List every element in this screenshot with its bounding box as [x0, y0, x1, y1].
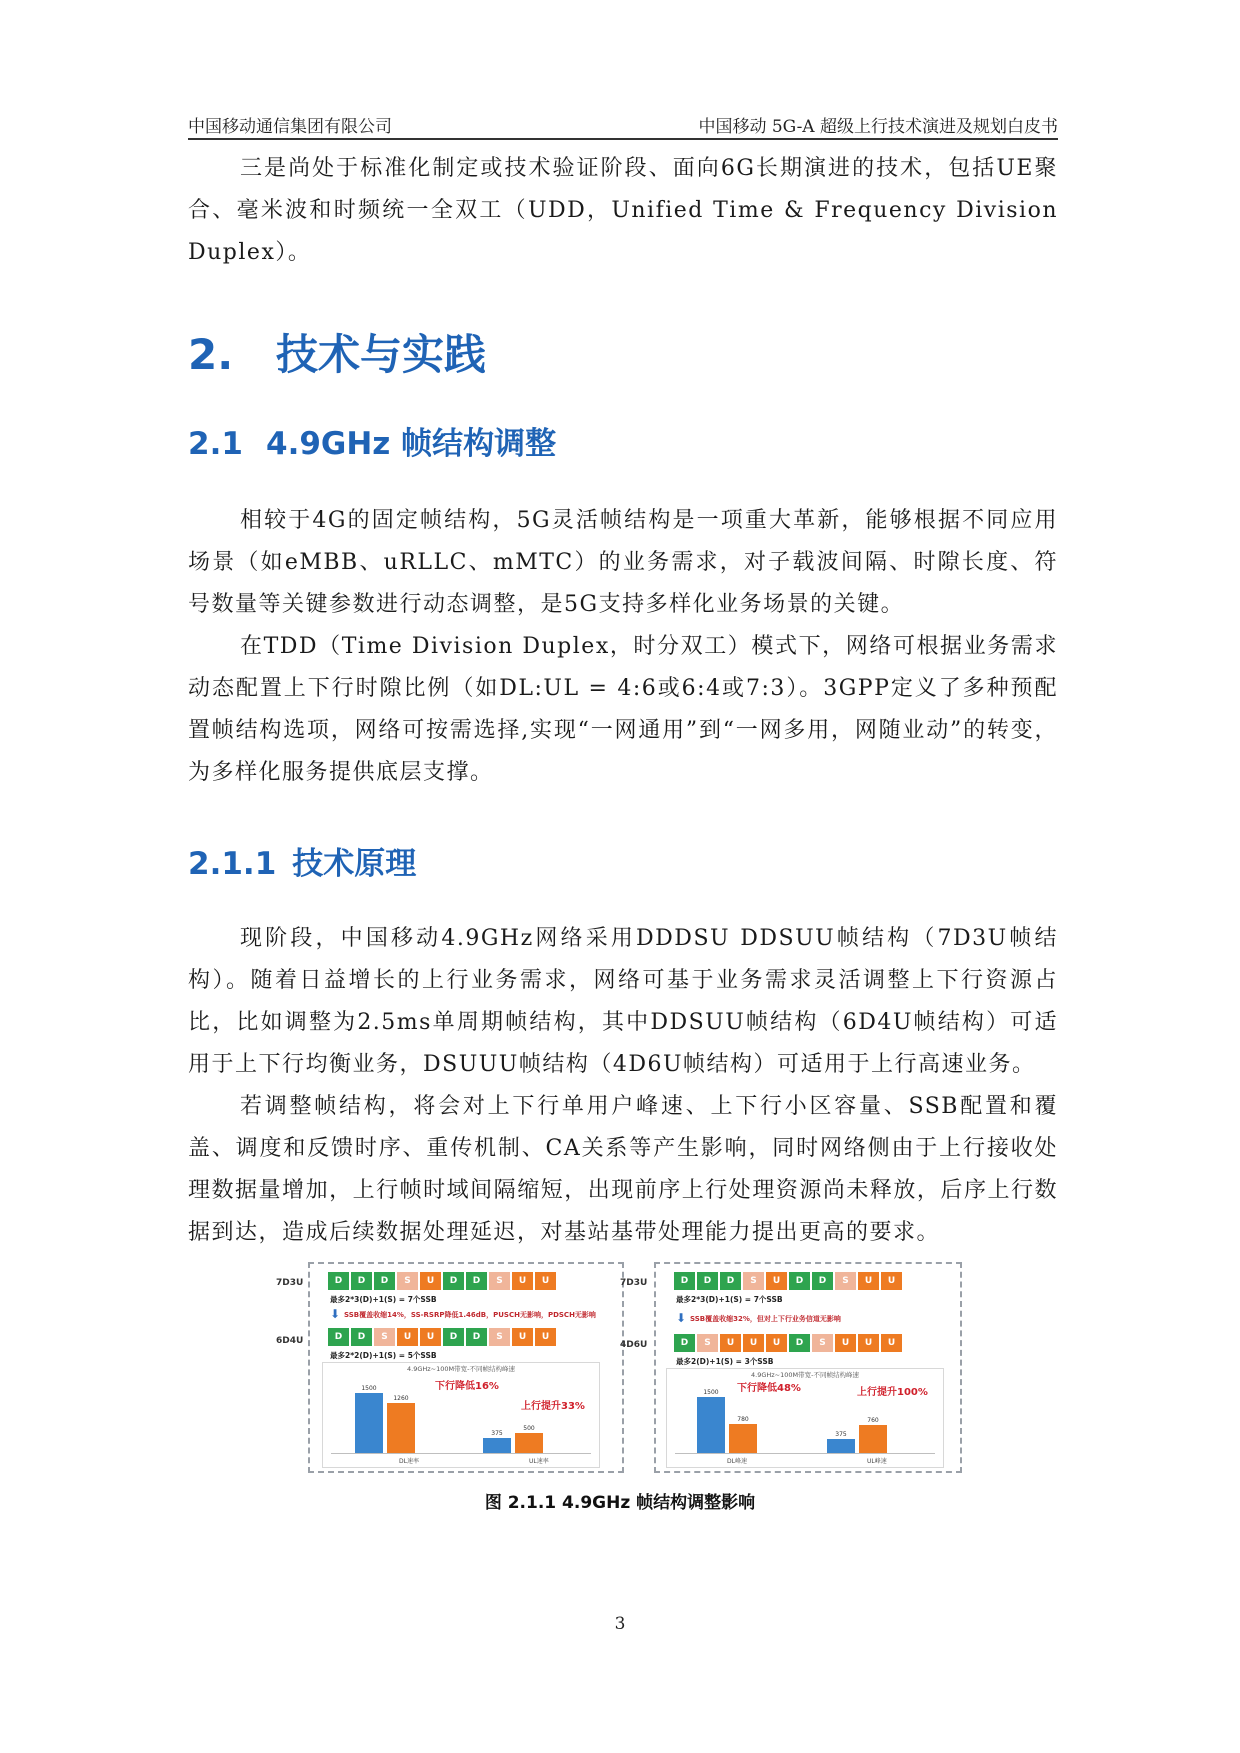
impact-note: SSB覆盖收缩14%，SS-RSRP降低1.46dB，PUSCH无影响，PDSCH无影响 [344, 1311, 596, 1319]
chart-bar [697, 1397, 725, 1453]
bar-value-label: 1500 [361, 1385, 377, 1392]
slot-d: D [466, 1272, 489, 1290]
slot-u: U [512, 1272, 535, 1290]
body-paragraph: 现阶段，中国移动4.9GHz网络采用DDDSU DDSUU帧结构（7D3U帧结构）。随着日益增长的上行业务需求，网络可基于业务需求灵活调整上下行资源占比，比如调整为2.5ms单周期帧结构，其中DDSUU帧结构（6D4U帧结构）可适用于上下行均衡业务，DSUUU帧结构（4D6U帧结构）可适用于上行高速业务。 [188, 926, 1058, 1077]
ssb-note: 最多2*3(D)+1(S) = 7个SSB [330, 1295, 437, 1304]
bar-value-label: 780 [737, 1416, 749, 1423]
slot-u: U [535, 1272, 558, 1290]
subsubsection-heading [188, 838, 416, 883]
slot-d: D [466, 1328, 489, 1346]
ssb-note: 最多2*3(D)+1(S) = 7个SSB [676, 1295, 783, 1304]
slot-d: D [789, 1334, 812, 1352]
x-axis-label: DL峰速 [727, 1458, 747, 1465]
slot-s: S [743, 1272, 766, 1290]
slot-u: U [420, 1328, 443, 1346]
slot-d: D [351, 1328, 374, 1346]
chart-bar [729, 1424, 757, 1453]
slot-s: S [397, 1272, 420, 1290]
slot-u: U [766, 1334, 789, 1352]
frame-slots-7d3u [674, 1272, 904, 1290]
slot-d: D [443, 1328, 466, 1346]
subsection-number: 2.1 [188, 426, 243, 462]
slot-d: D [328, 1272, 351, 1290]
slot-u: U [535, 1328, 558, 1346]
chart-bar [355, 1393, 383, 1453]
chart-bar [859, 1425, 887, 1453]
slot-s: S [812, 1334, 835, 1352]
down-arrow-icon: ⬇ [676, 1311, 687, 1325]
section-number: 2. [188, 330, 234, 379]
body-paragraph: 若调整帧结构，将会对上下行单用户峰速、上下行小区容量、SSB配置和覆盖、调度和反馈时序、重传机制、CA关系等产生影响，同时网络侧由于上行接收处理数据量增加，上行帧时域间隔缩短，出现前序上行处理资源尚未释放，后序上行数据到达，造成后续数据处理延迟，对基站基带处理能力提出更高的要求。 [188, 1094, 1058, 1245]
ul-change-callout: 上行提升100% [857, 1387, 928, 1398]
slot-u: U [512, 1328, 535, 1346]
x-axis-label: UL峰速 [867, 1458, 887, 1465]
section-heading [188, 322, 486, 382]
header-organization: 中国移动通信集团有限公司 [188, 117, 392, 137]
peak-rate-chart [666, 1368, 944, 1468]
frame-label: 7D3U [620, 1278, 648, 1288]
section-title: 技术与实践 [276, 330, 487, 379]
frame-slots-6d4u [328, 1328, 558, 1346]
slot-u: U [420, 1272, 443, 1290]
running-header [188, 110, 1058, 140]
slot-u: U [858, 1334, 881, 1352]
figure-panel-right [654, 1262, 962, 1473]
ul-change-callout: 上行提升33% [521, 1401, 585, 1412]
slot-s: S [835, 1272, 858, 1290]
bar-value-label: 375 [835, 1431, 847, 1438]
frame-slots-7d3u [328, 1272, 558, 1290]
slot-u: U [858, 1272, 881, 1290]
frame-label: 6D4U [276, 1336, 304, 1346]
intro-paragraph: 三是尚处于标准化制定或技术验证阶段、面向6G长期演进的技术，包括UE聚合、毫米波和时频统一全双工（UDD，Unified Time & Frequency Division Duplex）。 [188, 156, 1058, 265]
chart-baseline [675, 1453, 935, 1454]
slot-s: S [374, 1328, 397, 1346]
chart-bar [483, 1438, 511, 1453]
subsubsection-title: 技术原理 [292, 846, 417, 882]
slot-u: U [743, 1334, 766, 1352]
subsection-title: 4.9GHz 帧结构调整 [266, 426, 557, 462]
ssb-note: 最多2(D)+1(S) = 3个SSB [676, 1357, 774, 1366]
subsection-heading [188, 418, 556, 463]
body-paragraph: 相较于4G的固定帧结构，5G灵活帧结构是一项重大革新，能够根据不同应用场景（如eMBB、uRLLC、mMTC）的业务需求，对子载波间隔、时隙长度、符号数量等关键参数进行动态调整，是5G支持多样化业务场景的关键。 [188, 508, 1058, 617]
x-axis-label: DL速率 [399, 1458, 419, 1465]
figure-panel-left [308, 1262, 624, 1473]
body-paragraph: 在TDD（Time Division Duplex，时分双工）模式下，网络可根据业务需求动态配置上下行时隙比例（如DL:UL = 4:6或6:4或7:3）。3GPP定义了多种预配置帧结构选项，网络可按需选择,实现“一网通用”到“一网多用，网随业动”的转变，为多样化服务提供底层支撑。 [188, 634, 1058, 785]
chart-title: 4.9GHz~100M带宽-不同帧结构峰速 [407, 1365, 515, 1373]
chart-bar [387, 1403, 415, 1453]
bar-value-label: 1500 [703, 1389, 719, 1396]
slot-d: D [720, 1272, 743, 1290]
x-axis-label: UL速率 [529, 1458, 549, 1465]
slot-u: U [397, 1328, 420, 1346]
slot-s: S [697, 1334, 720, 1352]
chart-bar [827, 1439, 855, 1453]
slot-d: D [374, 1272, 397, 1290]
slot-u: U [881, 1272, 904, 1290]
down-arrow-icon: ⬇ [330, 1307, 341, 1321]
slot-u: U [881, 1334, 904, 1352]
slot-s: S [489, 1272, 512, 1290]
peak-rate-chart [322, 1362, 600, 1468]
slot-d: D [674, 1272, 697, 1290]
frame-label: 7D3U [276, 1278, 304, 1288]
chart-baseline [331, 1453, 591, 1454]
slot-d: D [812, 1272, 835, 1290]
slot-u: U [766, 1272, 789, 1290]
impact-note: SSB覆盖收缩32%，但对上下行业务信道无影响 [690, 1315, 841, 1323]
chart-title: 4.9GHz~100M带宽-不同帧结构峰速 [751, 1371, 859, 1379]
bar-value-label: 1260 [393, 1395, 409, 1402]
slot-d: D [328, 1328, 351, 1346]
dl-change-callout: 下行降低48% [737, 1383, 801, 1394]
bar-value-label: 760 [867, 1417, 879, 1424]
slot-d: D [674, 1334, 697, 1352]
frame-label: 4D6U [620, 1340, 648, 1350]
slot-d: D [697, 1272, 720, 1290]
header-document-title: 中国移动 5G-A 超级上行技术演进及规划白皮书 [698, 117, 1058, 137]
subsubsection-number: 2.1.1 [188, 846, 277, 882]
ssb-note: 最多2*2(D)+1(S) = 5个SSB [330, 1351, 437, 1360]
bar-value-label: 375 [491, 1430, 503, 1437]
slot-d: D [789, 1272, 812, 1290]
page-number: 3 [614, 1614, 626, 1634]
chart-bar [515, 1433, 543, 1453]
dl-change-callout: 下行降低16% [435, 1381, 499, 1392]
slot-u: U [835, 1334, 858, 1352]
frame-slots-4d6u [674, 1334, 904, 1352]
slot-s: S [489, 1328, 512, 1346]
slot-d: D [351, 1272, 374, 1290]
slot-u: U [720, 1334, 743, 1352]
figure-caption: 图 2.1.1 4.9GHz 帧结构调整影响 [484, 1493, 756, 1513]
bar-value-label: 500 [523, 1425, 535, 1432]
slot-d: D [443, 1272, 466, 1290]
